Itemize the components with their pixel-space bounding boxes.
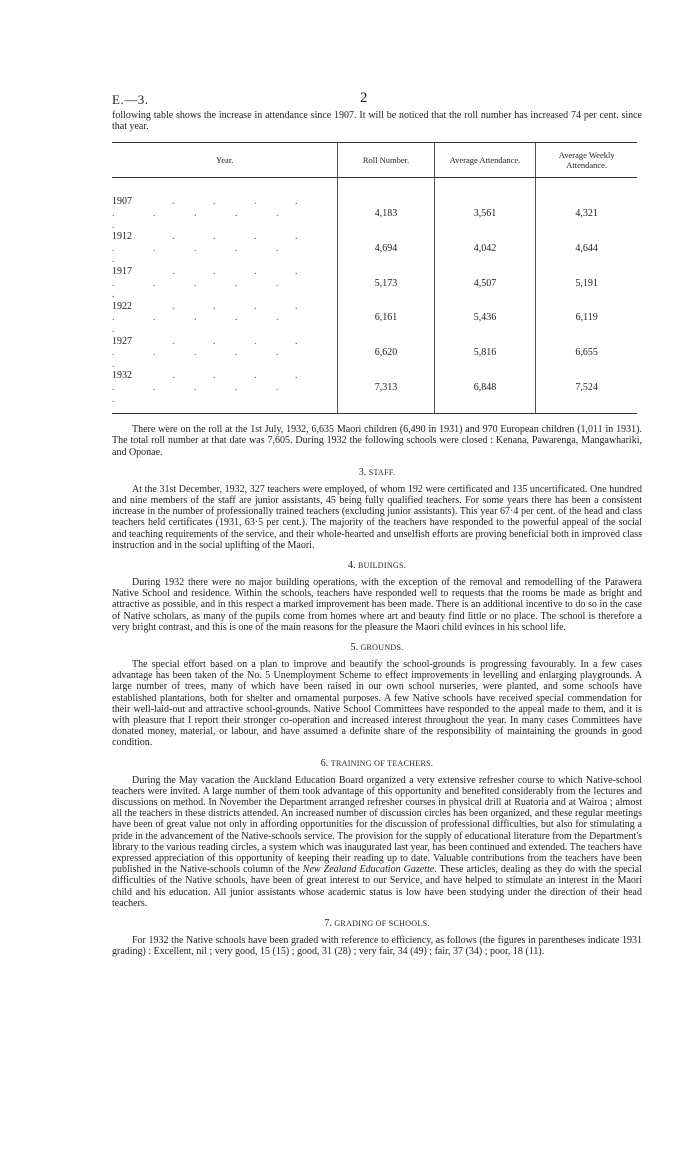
cell-roll: 6,620: [338, 336, 434, 371]
cell-roll: 5,173: [338, 266, 434, 301]
cell-attendance: 6,848: [434, 370, 536, 413]
cell-year: 1912: [112, 231, 132, 243]
running-head: [112, 88, 642, 110]
cell-roll: 4,183: [338, 196, 434, 231]
cell-attendance: 4,042: [434, 231, 536, 266]
cell-year: 1922: [112, 300, 132, 312]
table-row: [112, 370, 637, 413]
leader-dots: . . . . . . . . . .: [112, 265, 316, 301]
cell-roll: 6,161: [338, 301, 434, 336]
grading-paragraph: For 1932 the Native schools have been graded with reference to efficiency, as follows (the figures in parentheses indicate 1931 grading) : Excellent, nil ; very good, 15 (15) ; good, 31 (28) ; very fair, 34 (49) ; fair, 37 (34) ; poor, 18 (11).: [112, 935, 642, 958]
leader-dots: . . . . . . . . . .: [112, 370, 316, 405]
cell-roll: 4,694: [338, 231, 434, 266]
cell-attendance: 5,436: [434, 301, 536, 336]
gazette-title: New Zealand Education Gazette: [302, 864, 435, 876]
cell-weekly: 5,191: [536, 266, 637, 301]
document-page: [112, 88, 642, 957]
cell-year: 1932: [112, 370, 132, 382]
section-heading-grounds: 5. GROUNDS.: [350, 641, 404, 653]
table-header-row: [112, 143, 637, 178]
cell-attendance: 3,561: [434, 196, 536, 231]
header-year: Year.: [112, 143, 338, 178]
buildings-paragraph: During 1932 there were no major building operations, with the exception of the removal and remodelling of the Parawera Native School and residence. Within the schools, teachers have responded well to requests that the rooms be made as bright and attractive as possible, and in this respect a marked improvement has been made. There is an additional incentive to do so in the case of Native scholars, as many of the pupils come from homes where art and beauty find little or no place. The school is therefore a very bright contrast, and this is one of the main reasons for the pleasure the Maori child evinces in his school life.: [112, 576, 642, 633]
grounds-paragraph: The special effort based on a plan to improve and beautify the school-grounds is progressing favourably. In a few cases advantage has been taken of the No. 5 Unemployment Scheme to effect improvements in levelling and enlarging playgrounds. A large number of trees, many of which have been raised in our own school nurseries, were planted, and some schools have established plantations, both for shelter and ornamental purposes. A few Native schools have received special commendation for their well-laid-out and attractive school-grounds. Native School Committees have responded to the appeal made to them, and it is with pleasure that I report their stronger co-operation and increased interest throughout the year. In many cases Committees have donated money, material, or labour, and have assumed a definite share of the responsibility of maintaining the grounds in good condition.: [112, 658, 642, 749]
section-heading-training: 6. TRAINING OF TEACHERS.: [320, 757, 434, 769]
cell-year: 1907: [112, 196, 132, 208]
cell-weekly: 6,655: [536, 336, 637, 371]
section-heading-grading: 7. GRADING OF SCHOOLS.: [324, 918, 430, 929]
table-row: [112, 266, 637, 301]
cell-weekly: 7,524: [536, 370, 637, 413]
header-roll-number: Roll Number.: [338, 143, 434, 178]
table-row: [112, 231, 637, 266]
staff-paragraph: At the 31st December, 1932, 327 teachers were employed, of whom 192 were certificated and 135 uncertificated. One hundred and nine members of the staff are junior assistants, 45 being fully qualified teachers. For some years there has been a consistent increase in the number of professionally trained teachers (excluding junior assistants). This year 67·4 per cent. of the head and class teachers held certificates (1931, 63·5 per cent.). The majority of the teachers have responded to the powerful appeal of the social and teaching requirements of the service, and their whole-hearted and unselfish efforts are proving beneficial both in improved class instruction and in the social uplifting of the Maori.: [112, 483, 642, 551]
page-number: 2: [360, 90, 368, 106]
attendance-table: [112, 142, 637, 414]
leader-dots: . . . . . . . . . .: [112, 300, 316, 335]
leader-dots: . . . . . . . . . .: [112, 196, 316, 231]
training-paragraph: During the May vacation the Auckland Education Board organized a very extensive refresher course to which Native-school teachers were invited. A large number of them took advantage of this opportunity and benefited considerably from the lectures and discussions on method. In November the Department arranged refresher courses in physical drill at Ruatoria and at Wairoa ; almost all the teachers in these districts attended. An increased number of discussion circles has been organized, and these regular meetings have been of great value not only in affording opportunities for the discussion of professional difficulties, but also for stimulating a pride in the advancement of the Native-schools service. The provision for the supply of educational literature from the Department's library to the various reading circles, a system which was inaugurated last year, has been continued and extended. The teachers have expressed appreciation of this opportunity of keeping their reading up to date. Valuable contributions from the teachers have been published in the Native-schools column of the New Zealand Education Gazette. These articles, dealing as they do with the special difficulties of the Native schools, have been of great interest to our Service, and have helped to stimulate an interest in the Maori child and his education. All junior assistants whose academic status is low have been studying under the direction of their head teachers.: [112, 774, 642, 909]
cell-weekly: 6,119: [536, 301, 637, 336]
section-heading-buildings: 4. BUILDINGS.: [347, 559, 407, 571]
cell-year: 1917: [112, 265, 132, 277]
table-row: [112, 301, 637, 336]
section-heading-staff: 3. STAFF.: [358, 466, 396, 478]
cell-weekly: 4,321: [536, 196, 637, 231]
cell-attendance: 5,816: [434, 336, 536, 371]
document-reference: E.—3.: [112, 92, 149, 107]
leader-dots: . . . . . . . . . .: [112, 335, 316, 370]
header-average-weekly-attendance: Average Weekly Attendance.: [536, 143, 637, 178]
cell-attendance: 4,507: [434, 266, 536, 301]
table-row: [112, 336, 637, 371]
header-average-attendance: Average Attendance.: [434, 143, 536, 178]
table-row: [112, 196, 637, 231]
roll-paragraph: There were on the roll at the 1st July, 1932, 6,635 Maori children (6,490 in 1931) and 970 European children (1,011 in 1931). The total roll number at that date was 7,605. During 1932 the following schools were closed : Kenana, Pawarenga, Mangawhariki, and Oponae.: [112, 424, 642, 458]
intro-paragraph: following table shows the increase in attendance since 1907. It will be noticed that the roll number has increased 74 per cent. since that year.: [112, 110, 642, 133]
cell-roll: 7,313: [338, 370, 434, 413]
cell-year: 1927: [112, 335, 132, 347]
cell-weekly: 4,644: [536, 231, 637, 266]
leader-dots: . . . . . . . . . .: [112, 231, 316, 266]
